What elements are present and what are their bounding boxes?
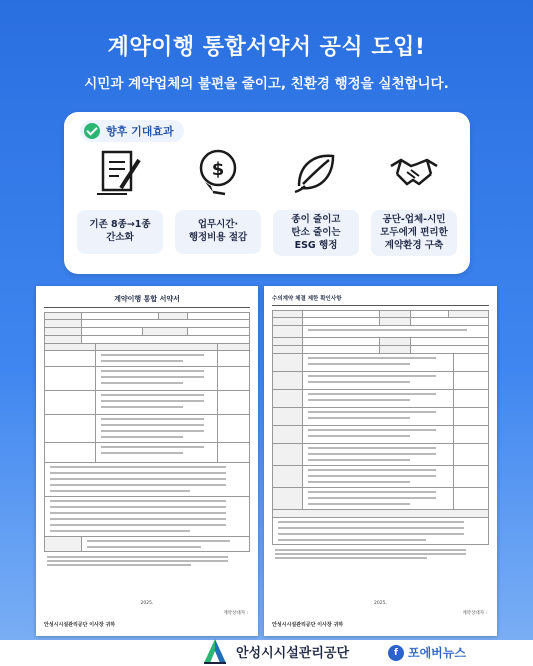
press-brand	[388, 644, 466, 661]
restriction-document-title: 수의계약 체결 제한 확인사항	[272, 294, 489, 306]
restriction-document	[264, 286, 497, 636]
pledge-form-grid	[44, 312, 250, 552]
restriction-date: 2025.	[374, 601, 387, 606]
pledge-date: 2025.	[140, 601, 154, 606]
pledge-issuer: 안성시시설관리공단 이사장 귀하	[44, 622, 116, 628]
pledge-signer: 계약상대자 :	[223, 611, 248, 616]
headline: 계약이행 통합서약서 공식 도입!	[107, 35, 426, 60]
benefits-badge-label: 향후 기대효과	[106, 125, 174, 138]
benefits-list	[74, 146, 460, 256]
benefits-panel	[64, 112, 470, 274]
pledge-document	[36, 286, 258, 636]
press-name: 포에버뉴스	[408, 646, 466, 660]
benefit-label: 업무시간· 행정비용 절감	[175, 210, 261, 254]
benefit-label: 공단-업체-시민 모두에게 편리한 계약환경 구축	[371, 210, 457, 256]
restriction-form-grid	[272, 310, 489, 545]
benefit-label: 기존 8종→1종 간소화	[77, 210, 163, 254]
press-logo-icon: f	[388, 645, 404, 661]
restriction-issuer: 안성시시설관리공단 이사장 귀하	[272, 622, 344, 628]
check-icon	[84, 123, 100, 139]
benefits-badge	[80, 120, 184, 142]
handshake-icon	[387, 146, 441, 200]
org-logo-icon	[200, 636, 230, 666]
benefit-item	[368, 146, 460, 256]
eco-leaf-icon	[289, 146, 343, 200]
benefit-label: 종이 줄이고 탄소 줄이는 ESG 행정	[273, 210, 359, 256]
benefit-item	[74, 146, 166, 256]
restriction-signer: 계약상대자 :	[462, 611, 487, 616]
benefit-item	[172, 146, 264, 256]
document-pen-icon	[93, 146, 147, 200]
svg-text:$: $	[211, 159, 225, 180]
org-name: 안성시시설관리공단	[236, 645, 350, 661]
pledge-document-title: 계약이행 통합 서약서	[44, 294, 250, 308]
subline: 시민과 계약업체의 불편을 줄이고, 친환경 행정을 실천합니다.	[84, 76, 449, 92]
benefit-item	[270, 146, 362, 256]
org-brand	[200, 636, 349, 666]
clock-coin-icon	[191, 146, 245, 200]
